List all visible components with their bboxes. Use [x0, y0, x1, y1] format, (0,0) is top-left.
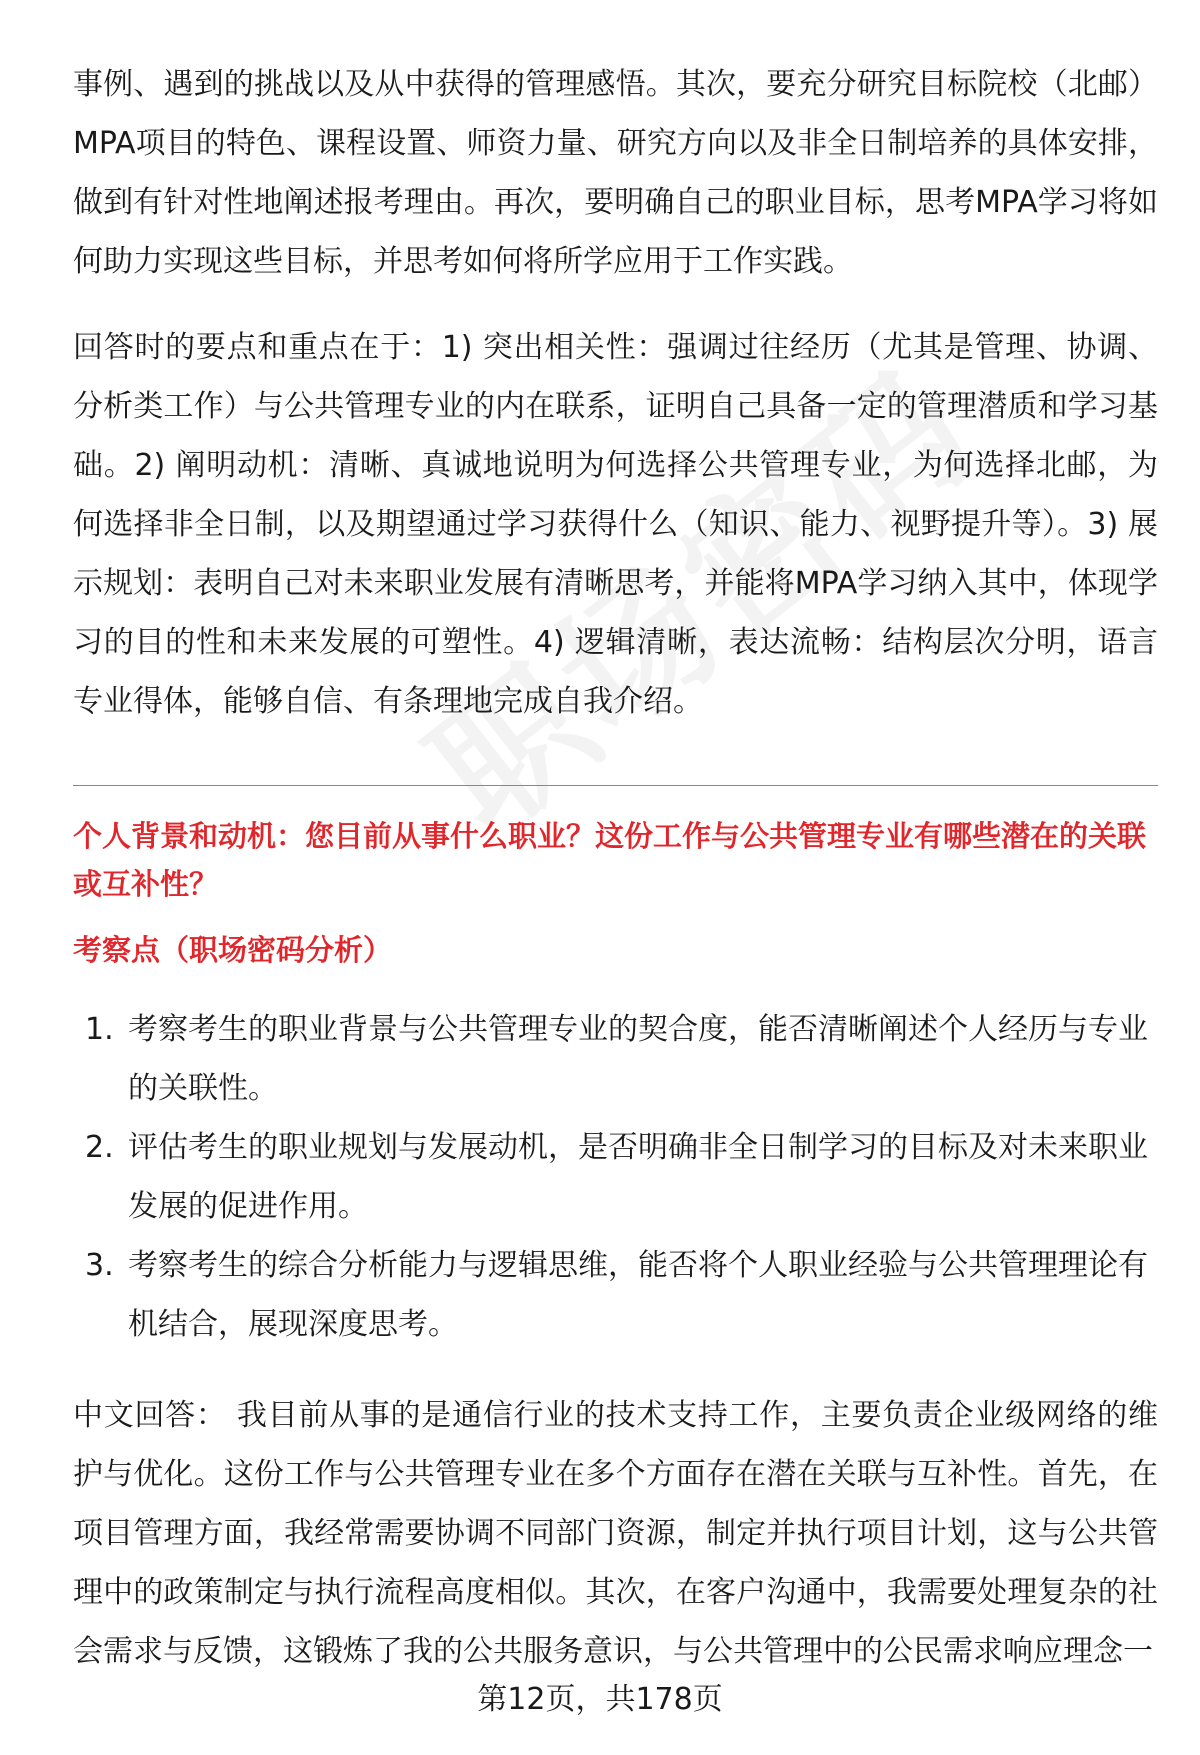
list-item	[73, 1236, 1158, 1354]
list-item-text: 考察考生的职业背景与公共管理专业的契合度，能否清晰阐述个人经历与专业的关联性。	[128, 1012, 1148, 1106]
analysis-subheading: 考察点（职场密码分析）	[73, 933, 393, 967]
list-item-text: 考察考生的综合分析能力与逻辑思维，能否将个人职业经验与公共管理理论有机结合，展现深度思考。	[128, 1248, 1148, 1342]
list-item	[73, 1118, 1158, 1236]
page-number-footer: 第12页，共178页	[477, 1682, 723, 1717]
list-item-text: 评估考生的职业规划与发展动机，是否明确非全日制学习的目标及对未来职业发展的促进作用。	[128, 1130, 1148, 1224]
paragraph-answer: 中文回答： 我目前从事的是通信行业的技术支持工作，主要负责企业级网络的维护与优化。这份工作与公共管理专业在多个方面存在潜在关联与互补性。首先，在项目管理方面，我经常需要协调不同部门资源，制定并执行项目计划，这与公共管理中的政策制定与执行流程高度相似。其次，在客户沟通中，我需要处理复杂的社会需求与反馈，这锻炼了我的公共服务意识，与公共管理中的公民需求响应理念一	[73, 1398, 1158, 1669]
list-item-number: 1.	[85, 1012, 114, 1047]
list-item-number: 3.	[85, 1248, 114, 1283]
list-item	[73, 1000, 1158, 1118]
analysis-points-list	[73, 1000, 1158, 1354]
question-heading: 个人背景和动机：您目前从事什么职业？这份工作与公共管理专业有哪些潜在的关联或互补性？	[73, 819, 1147, 901]
section-divider	[73, 785, 1158, 786]
list-item-number: 2.	[85, 1130, 114, 1165]
paragraph-preparation: 事例、遇到的挑战以及从中获得的管理感悟。其次，要充分研究目标院校（北邮）MPA项目的特色、课程设置、师资力量、研究方向以及非全日制培养的具体安排，做到有针对性地阐述报考理由。再次，要明确自己的职业目标，思考MPA学习将如何助力实现这些目标，并思考如何将所学应用于工作实践。	[73, 67, 1158, 279]
paragraph-key-points: 回答时的要点和重点在于：1) 突出相关性：强调过往经历（尤其是管理、协调、分析类工作）与公共管理专业的内在联系，证明自己具备一定的管理潜质和学习基础。2) 阐明动机：清晰、真诚地说明为何选择公共管理专业，为何选择北邮，为何选择非全日制，以及期望通过学习获得什么（知识、能力、视野提升等）。3) 展示规划：表明自己对未来职业发展有清晰思考，并能将MPA学习纳入其中，体现学习的目的性和未来发展的可塑性。4) 逻辑清晰，表达流畅：结构层次分明，语言专业得体，能够自信、有条理地完成自我介绍。	[73, 330, 1158, 719]
